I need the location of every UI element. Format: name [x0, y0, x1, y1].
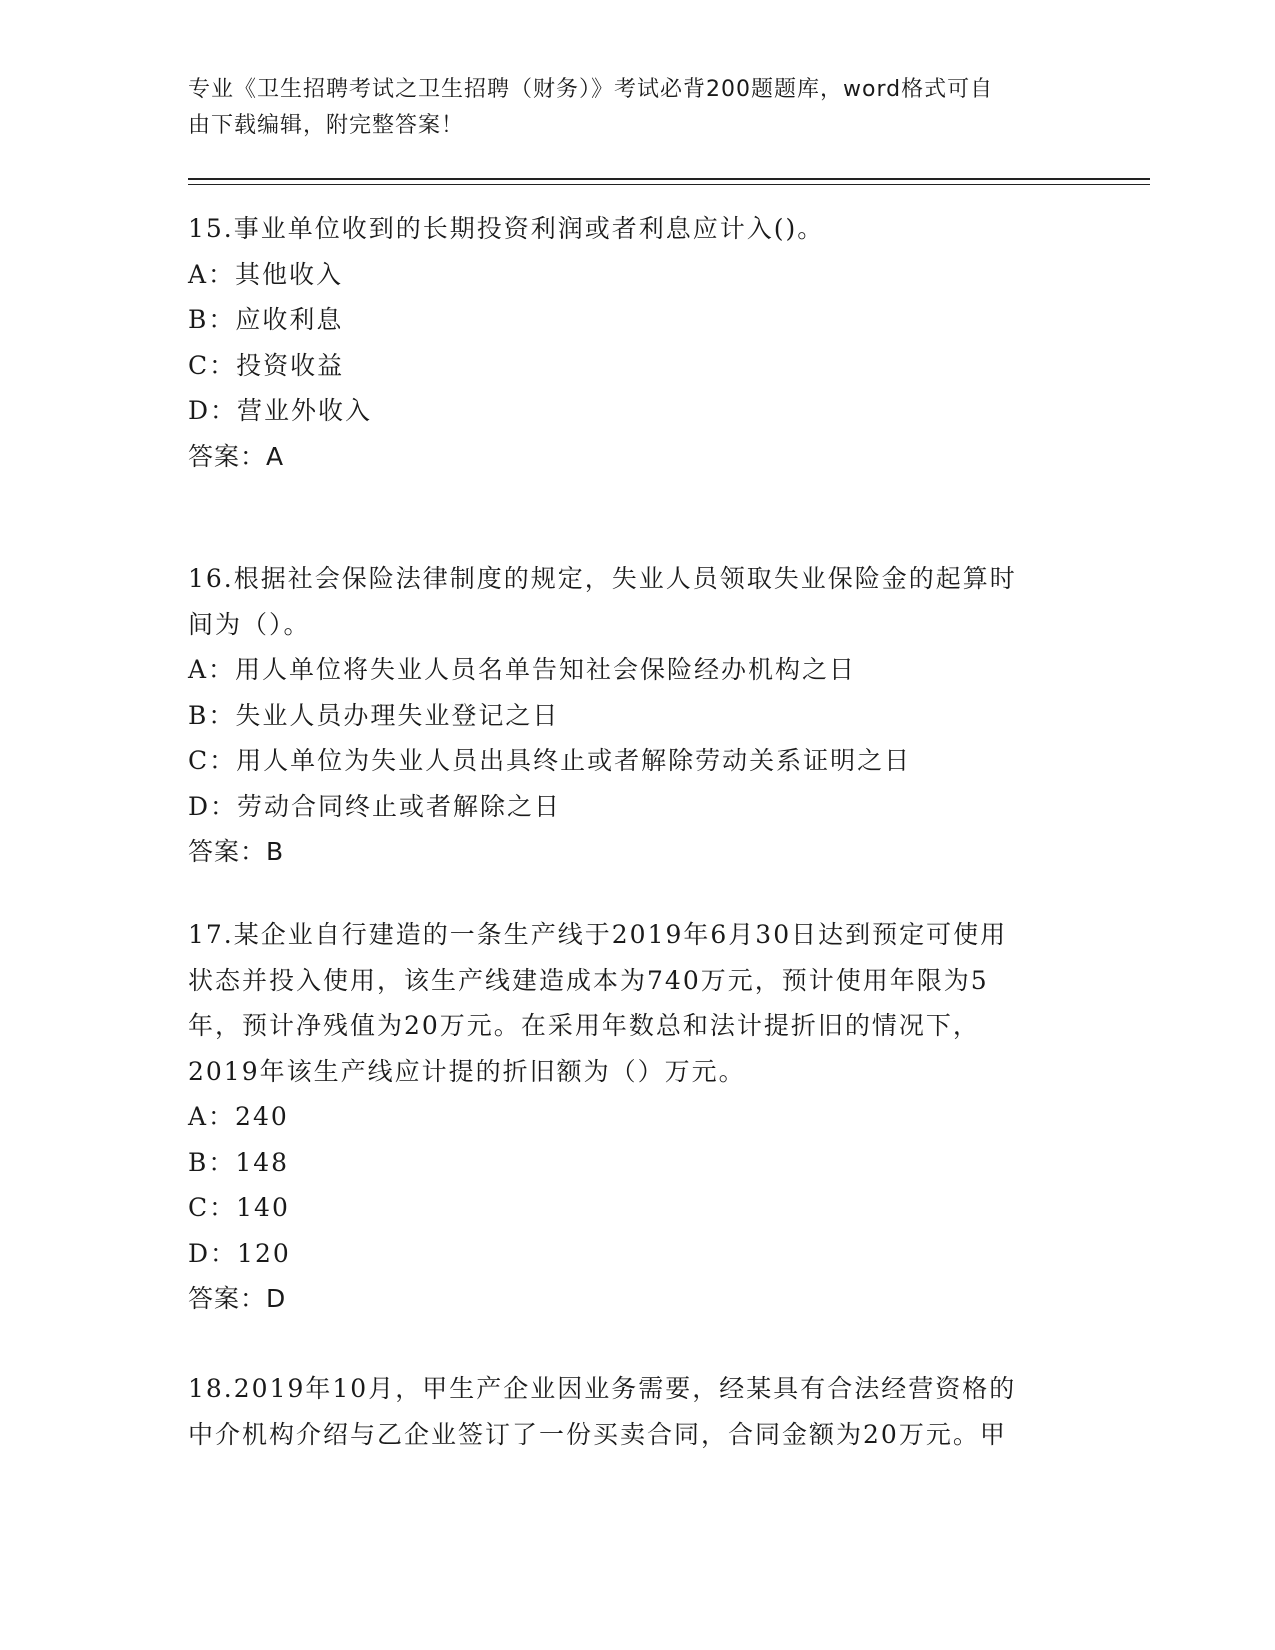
option-a: A：其他收入 [188, 259, 344, 289]
answer: 答案：B [188, 837, 285, 866]
question-stem: 18.2019年10月，甲生产企业因业务需要，经某具有合法经营资格的 [188, 1374, 1017, 1403]
answer: 答案：A [188, 441, 285, 471]
option-d: D：劳动合同终止或者解除之日 [188, 791, 562, 821]
option-b: B：148 [188, 1147, 290, 1177]
header-divider-thin [188, 184, 1150, 185]
document-header [188, 72, 1068, 144]
option-d: D：120 [188, 1238, 291, 1268]
question-18 [188, 1366, 1068, 1457]
question-stem: 间为（）。 [188, 609, 311, 639]
option-c: C：140 [188, 1193, 290, 1222]
option-b: B：失业人员办理失业登记之日 [188, 700, 560, 730]
option-a: A：240 [188, 1102, 289, 1131]
option-d: D：营业外收入 [188, 396, 373, 425]
header-divider [188, 178, 1150, 180]
question-15 [188, 206, 1068, 479]
option-a: A：用人单位将失业人员名单告知社会保险经办机构之日 [188, 655, 857, 684]
question-stem: 16.根据社会保险法律制度的规定，失业人员领取失业保险金的起算时 [188, 564, 1017, 593]
option-c: C：用人单位为失业人员出具终止或者解除劳动关系证明之日 [188, 746, 912, 775]
question-stem: 状态并投入使用，该生产线建造成本为740万元，预计使用年限为5 [188, 965, 989, 995]
question-16 [188, 556, 1068, 875]
question-stem: 中介机构介绍与乙企业签订了一份买卖合同，合同金额为20万元。甲 [188, 1419, 1007, 1449]
question-17 [188, 912, 1068, 1322]
question-stem: 年，预计净残值为20万元。在采用年数总和法计提折旧的情况下， [188, 1011, 980, 1040]
option-c: C：投资收益 [188, 350, 345, 380]
question-stem: 17.某企业自行建造的一条生产线于2019年6月30日达到预定可使用 [188, 920, 1008, 949]
header-line-2: 由下载编辑，附完整答案！ [188, 113, 465, 138]
question-stem: 2019年该生产线应计提的折旧额为（）万元。 [188, 1056, 746, 1086]
answer: 答案：D [188, 1284, 287, 1313]
question-stem: 15.事业单位收到的长期投资利润或者利息应计入()。 [188, 214, 825, 243]
header-line-1: 专业《卫生招聘考试之卫生招聘（财务）》考试必背200题题库，word格式可自 [188, 77, 994, 102]
option-b: B：应收利息 [188, 305, 344, 334]
